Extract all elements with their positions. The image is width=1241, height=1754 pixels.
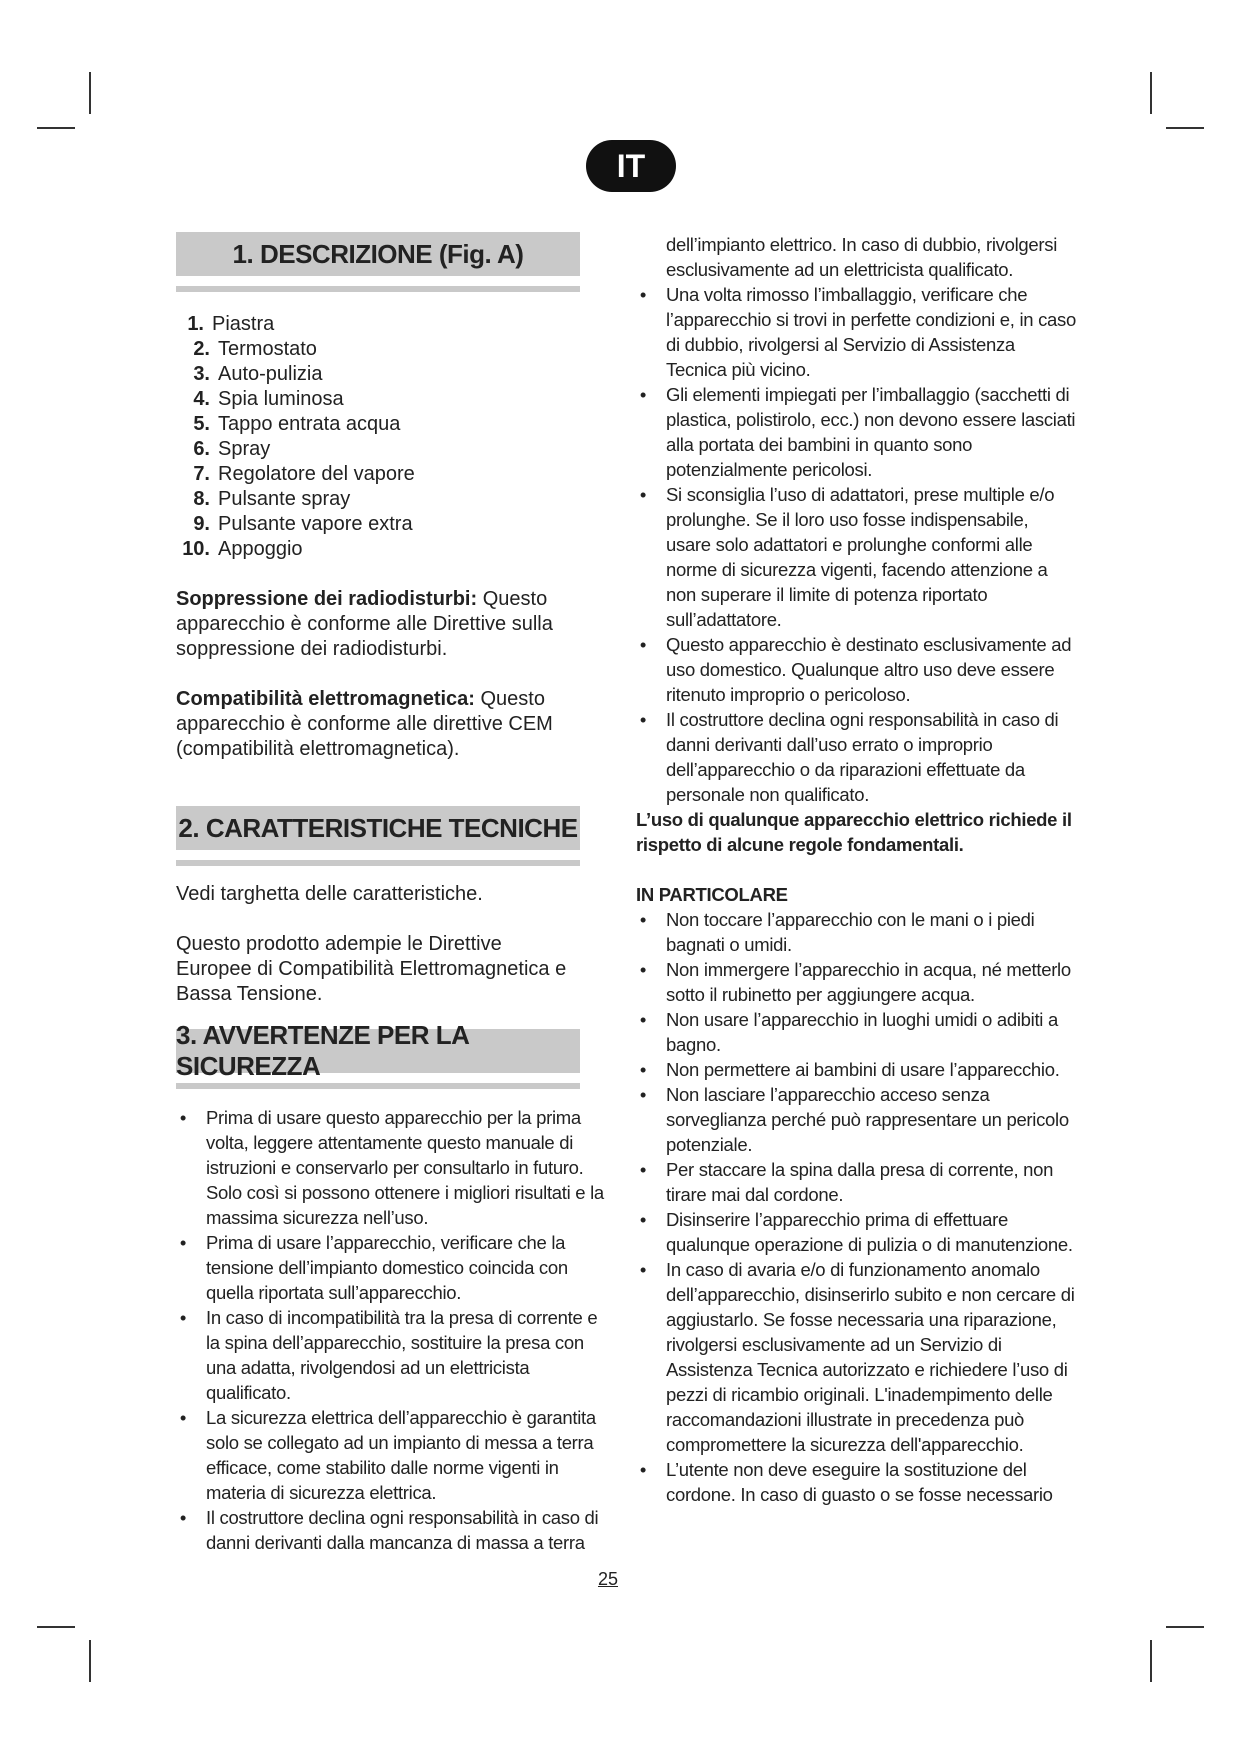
list-item: 10. Appoggio	[182, 538, 303, 560]
section-2-title: 2. CARATTERISTICHE TECNICHE	[176, 806, 580, 850]
language-badge: IT	[586, 140, 676, 192]
list-item: • Prima di usare l’apparecchio, verificare che la tensione dell’impianto domestico coincida con quella riportata sull’apparecchio.	[176, 1230, 604, 1305]
radio-interference-note	[176, 587, 581, 662]
particular-list	[636, 907, 1076, 1507]
list-item: 6. Spray	[193, 438, 271, 460]
safety-list-right	[636, 282, 1076, 807]
list-item: • In caso di avaria e/o di funzionamento anomalo dell’apparecchio, disinserirlo subito e non cercare di aggiustarlo. Se fosse necessaria una riparazione, rivolgersi esclusivamente ad un Servizio di Assistenza Tecnica autorizzato e richiedere l’uso di pezzi di ricambio originali. L'inadempimento delle raccomandazioni illustrate in precedenza può compromettere la sicurezza dell'apparecchio.	[636, 1257, 1076, 1457]
crop-mark-top-right-h	[1166, 127, 1204, 129]
list-item: • Non permettere ai bambini di usare l’apparecchio.	[636, 1057, 1076, 1082]
section-2-header	[176, 806, 580, 866]
crop-mark-bottom-right-v	[1150, 1640, 1152, 1682]
list-item: • Questo apparecchio è destinato esclusivamente ad uso domestico. Qualunque altro uso deve essere ritenuto improprio o pericoloso.	[636, 632, 1076, 707]
radio-interference-text: Questo apparecchio è conforme alle Direttive sulla soppressione dei radiodisturbi.	[176, 588, 553, 660]
crop-mark-top-left-h	[37, 127, 75, 129]
in-particolare-heading: IN PARTICOLARE	[636, 884, 788, 905]
crop-mark-bottom-left-v	[89, 1640, 91, 1682]
list-item: • Non lasciare l’apparecchio acceso senza sorveglianza perché può rappresentare un pericolo potenziale.	[636, 1082, 1076, 1157]
list-item: • In caso di incompatibilità tra la presa di corrente e la spina dell’apparecchio, sostituire la presa con una adatta, rivolgendosi ad un elettricista qualificato.	[176, 1305, 604, 1405]
list-item: 9. Pulsante vapore extra	[193, 513, 413, 535]
list-item: • Si sconsiglia l’uso di adattatori, prese multiple e/o prolunghe. Se il loro uso fosse indispensabile, usare solo adattatori e prolunghe conformi alle norme di sicurezza vigenti, facendo attenzione a non superare il limite di potenza riportato sull’adattatore.	[636, 482, 1076, 632]
list-item: • Una volta rimosso l’imballaggio, verificare che l’apparecchio si trovi in perfette condizioni e, in caso di dubbio, rivolgersi al Servizio di Assistenza Tecnica più vicino.	[636, 282, 1076, 382]
section-2-rule	[176, 860, 580, 866]
list-item: • La sicurezza elettrica dell’apparecchio è garantita solo se collegato ad un impianto di messa a terra efficace, come stabilito dalle norme vigenti in materia di sicurezza elettrica.	[176, 1405, 604, 1505]
list-item: • Non immergere l’apparecchio in acqua, né metterlo sotto il rubinetto per aggiungere acqua.	[636, 957, 1076, 1007]
list-item: • L’utente non deve eseguire la sostituzione del cordone. In caso di guasto o se fosse necessario	[636, 1457, 1076, 1507]
left-column	[176, 232, 606, 1555]
section-3-title: 3. AVVERTENZE PER LA SICUREZZA	[176, 1029, 580, 1073]
list-item: 7. Regolatore del vapore	[193, 463, 415, 485]
rating-plate-text: Vedi targhetta delle caratteristiche.	[176, 883, 483, 905]
section-1-title: 1. DESCRIZIONE (Fig. A)	[176, 232, 580, 276]
list-item: • Gli elementi impiegati per l’imballaggio (sacchetti di plastica, polistirolo, ecc.) non devono essere lasciati alla portata dei bambini in quanto sono potenzialmente pericolosi.	[636, 382, 1076, 482]
section-3-header	[176, 1020, 580, 1089]
crop-mark-top-left-v	[89, 72, 91, 114]
fundamental-rules-note: L’uso di qualunque apparecchio elettrico richiede il rispetto di alcune regole fondamentali.	[636, 809, 1072, 855]
list-item: 3. Auto-pulizia	[193, 363, 323, 385]
emc-label: Compatibilità elettromagnetica:	[176, 688, 475, 710]
list-item: 1. Piastra	[187, 313, 275, 335]
list-item: 2. Termostato	[193, 338, 317, 360]
list-item: • Prima di usare questo apparecchio per la prima volta, leggere attentamente questo manuale di istruzioni e conservarlo per consultarlo in futuro. Solo così si possono ottenere i migliori risultati e la massima sicurezza nell’uso.	[176, 1105, 604, 1230]
list-item: • Il costruttore declina ogni responsabilità in caso di danni derivanti dalla mancanza di massa a terra	[176, 1505, 604, 1555]
emc-note	[176, 687, 581, 762]
crop-mark-top-right-v	[1150, 72, 1152, 114]
section-1-header	[176, 232, 580, 292]
section-3-rule	[176, 1083, 580, 1089]
list-item: • Per staccare la spina dalla presa di corrente, non tirare mai dal cordone.	[636, 1157, 1076, 1207]
safety-list-left	[176, 1105, 604, 1555]
list-item: • Disinserire l’apparecchio prima di effettuare qualunque operazione di pulizia o di manutenzione.	[636, 1207, 1076, 1257]
list-item: 8. Pulsante spray	[193, 488, 351, 510]
list-item: • Non usare l’apparecchio in luoghi umidi o adibiti a bagno.	[636, 1007, 1076, 1057]
page-number: 25	[597, 1569, 619, 1589]
crop-mark-bottom-right-h	[1166, 1626, 1204, 1628]
parts-list	[172, 312, 606, 562]
list-item: • Il costruttore declina ogni responsabilità in caso di danni derivanti dall’uso errato o improprio dell’apparecchio o da riparazioni effettuate da personale non qualificato.	[636, 707, 1076, 807]
directive-text: Questo prodotto adempie le Direttive Europee di Compatibilità Elettromagnetica e Bassa Tensione.	[176, 933, 567, 1005]
radio-interference-label: Soppressione dei radiodisturbi:	[176, 588, 478, 610]
crop-mark-bottom-left-h	[37, 1626, 75, 1628]
list-item: • Non toccare l’apparecchio con le mani o i piedi bagnati o umidi.	[636, 907, 1076, 957]
emc-text: Questo apparecchio è conforme alle direttive CEM (compatibilità elettromagnetica).	[176, 688, 553, 760]
list-item: 4. Spia luminosa	[193, 388, 344, 410]
list-item: 5. Tappo entrata acqua	[193, 413, 401, 435]
continuation-text: dell’impianto elettrico. In caso di dubbio, rivolgersi esclusivamente ad un elettricista qualificato.	[666, 234, 1058, 280]
right-column	[636, 232, 1076, 1507]
section-1-rule	[176, 286, 580, 292]
